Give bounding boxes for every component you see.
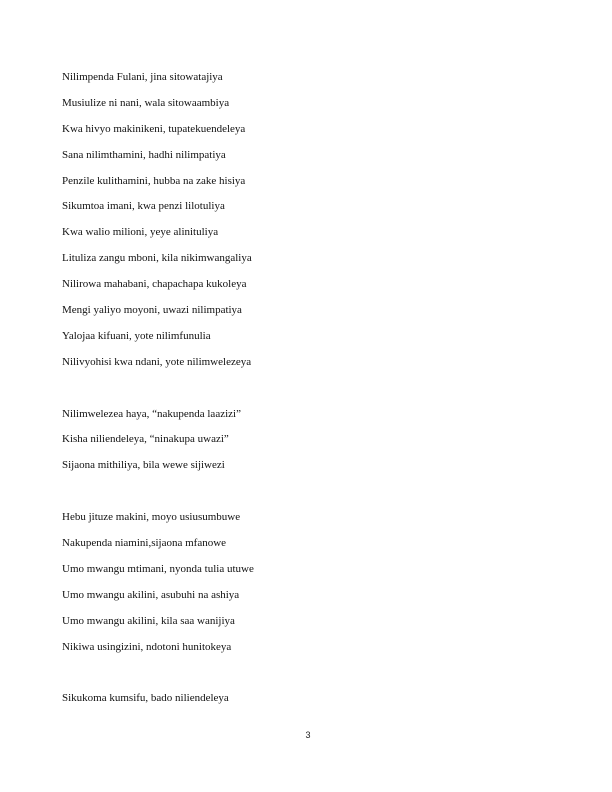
poem-line: Kwa hivyo makinikeni, tupatekuendeleya <box>62 122 246 135</box>
poem-line: Lituliza zangu mboni, kila nikimwangaliya <box>62 252 252 265</box>
poem-line: Nikiwa usingizini, ndotoni hunitokeya <box>62 640 232 653</box>
poem-line: Umo mwangu mtimani, nyonda tulia utuwe <box>62 562 254 575</box>
stanza <box>62 65 254 376</box>
poem-line: Kisha niliendeleya, “ninakupa uwazi” <box>62 433 229 446</box>
stanza <box>62 505 254 660</box>
poem-line: Musiulize ni nani, wala sitowaambiya <box>62 96 230 109</box>
page-number: 3 <box>305 730 311 740</box>
poem-line: Nilimwelezea haya, “nakupenda laazizi” <box>62 407 241 420</box>
poem-line: Hebu jituze makini, moyo usiusumbuwe <box>62 511 241 524</box>
poem-line: Nilimpenda Fulani, jina sitowatajiya <box>62 71 223 83</box>
poem-line: Umo mwangu akilini, asubuhi na ashiya <box>62 588 240 601</box>
poem-line: Sikukoma kumsifu, bado niliendeleya <box>62 692 229 705</box>
poem-line: Nakupenda niamini,sijaona mfanowe <box>62 537 227 550</box>
poem-line: Sijaona mithiliya, bila wewe sijiwezi <box>62 459 225 472</box>
poem-line: Sikumtoa imani, kwa penzi lilotuliya <box>62 200 225 213</box>
stanza <box>62 402 254 480</box>
poem-line: Penzile kulithamini, hubba na zake hisiya <box>62 174 246 187</box>
stanza <box>62 686 254 712</box>
poem-body <box>62 65 254 712</box>
poem-line: Nilivyohisi kwa ndani, yote nilimwelezeya <box>62 355 252 368</box>
poem-line: Sana nilimthamini, hadhi nilimpatiya <box>62 148 226 161</box>
poem-line: Umo mwangu akilini, kila saa wanijiya <box>62 614 235 627</box>
poem-line: Nilirowa mahabani, chapachapa kukoleya <box>62 278 247 291</box>
poem-line: Kwa walio milioni, yeye alinituliya <box>62 226 219 239</box>
poem-line: Mengi yaliyo moyoni, uwazi nilimpatiya <box>62 304 242 317</box>
poem-line: Yalojaa kifuani, yote nilimfunulia <box>62 329 211 342</box>
